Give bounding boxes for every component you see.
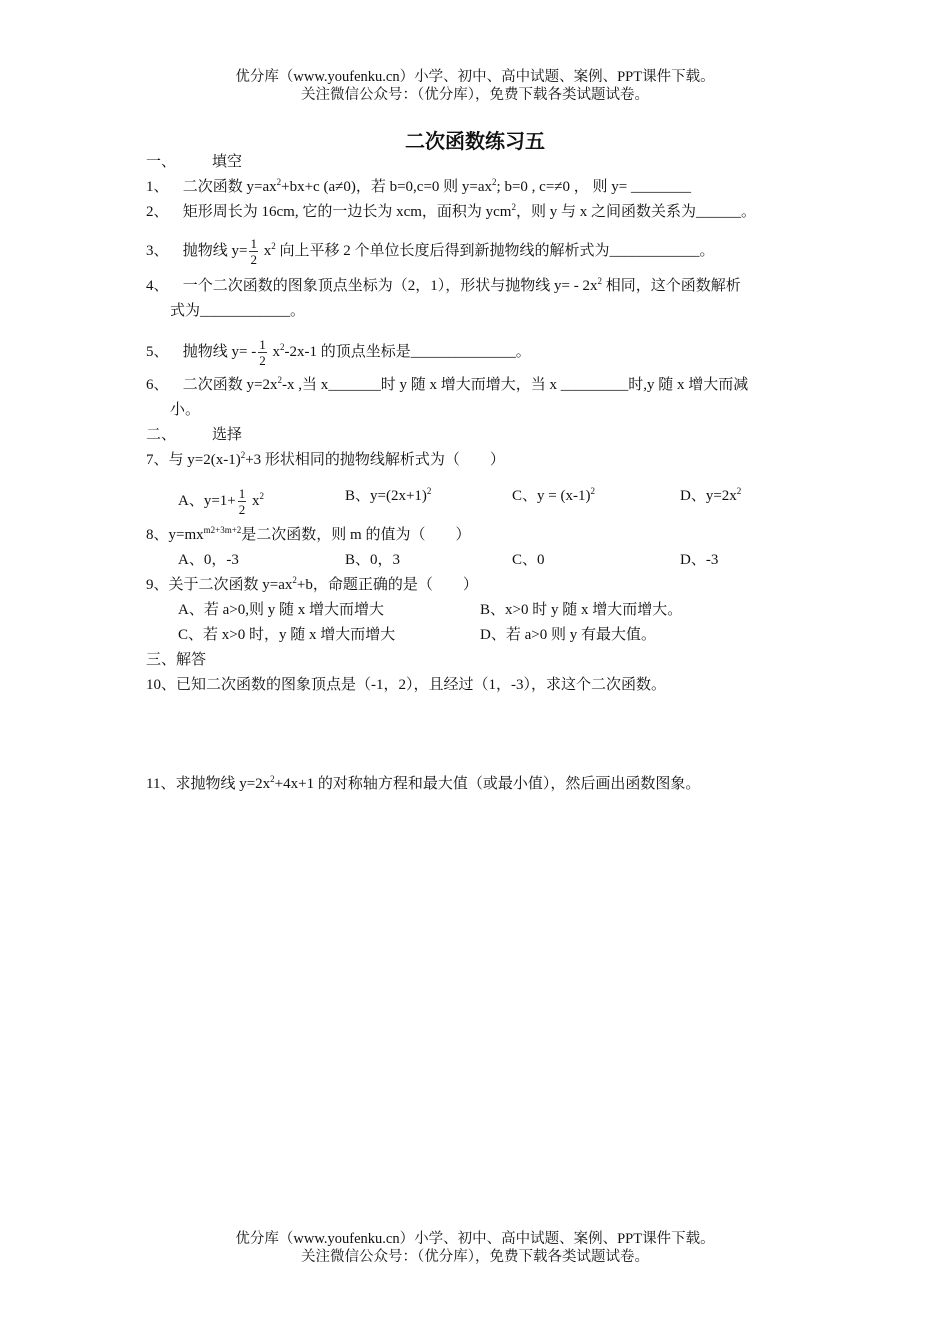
question-6-line-2: 小。 (170, 402, 201, 418)
q7-option-a: A、y=1+ $\frac{1}{2}$ $x^2$ (178, 486, 265, 517)
q8-option-d: D、-3 (680, 552, 719, 568)
question-4-line-2: 式为____________。 (170, 303, 306, 319)
question-number: 1、 (146, 179, 169, 195)
page-footer (0, 1230, 950, 1266)
q7-option-c: C、$y = (x-1)^2$ (512, 486, 595, 504)
q8-option-b: B、0，3 (345, 552, 401, 568)
question-3: 3、 抛物线 y= $\frac{1}{2}$ $x^2$ 向上平移 2 个单位长度后得到新抛物线的解析式为____________。 (146, 236, 715, 267)
section-multiple-choice (146, 425, 242, 445)
section-label: 填空 (212, 154, 243, 170)
question-8: 8、$y=mx^{m2+3m+2}$是二次函数，则 m 的值为（ ） (146, 525, 471, 543)
q9-option-c: C、若 x>0 时，y 随 x 增大而增大 (178, 627, 396, 643)
question-2: 2、 矩形周长为 16cm, 它的一边长为 xcm，面积为 ycm$^2$，则 y 与 x 之间函数关系为______。 (146, 202, 756, 220)
q9-option-b: B、x>0 时 y 随 x 增大而增大。 (480, 602, 683, 618)
footer-line-2: 关注微信公众号：（优分库），免费下载各类试题试卷。 (301, 1249, 649, 1265)
question-5: 5、 抛物线 y= - $\frac{1}{2}$ $x^2-2x-1$ 的顶点坐标是______________。 (146, 337, 531, 368)
question-10: 10、已知二次函数的图象顶点是（-1，2），且经过（1，-3），求这个二次函数。 (146, 677, 666, 693)
question-6: 6、 二次函数 $y=2x^2-x$ ,当 x_______时 y 随 x 增大而增大，当 x _________时,y 随 x 增大而减 (146, 375, 749, 393)
q7-option-b: B、$y=(2x+1)^2$ (345, 486, 432, 504)
page-header (0, 68, 950, 104)
header-line-2: 关注微信公众号：（优分库），免费下载各类试题试卷。 (301, 87, 649, 103)
section-number: 一、 (146, 154, 177, 170)
section-label: 选择 (212, 427, 243, 443)
q8-option-c: C、0 (512, 552, 545, 568)
q9-option-a: A、若 a>0,则 y 随 x 增大而增大 (178, 602, 384, 618)
question-7: 7、与 $y=2(x-1)^2+3$ 形状相同的抛物线解析式为（ ） (146, 450, 505, 468)
footer-line-1: 优分库（www.youfenku.cn）小学、初中、高中试题、案例、PPT课件下载。 (235, 1231, 715, 1247)
question-number: 6、 (146, 377, 169, 393)
fraction: $\frac{1}{2}$ (250, 236, 257, 267)
question-number: 5、 (146, 343, 169, 360)
question-1: 1、 二次函数 $y=ax^2+bx+c$ (a≠0)，若 b=0,c=0 则 $y=ax^2$; b=0 , c=≠0 ， 则 y= ________ (146, 177, 691, 195)
fraction: $\frac{1}{2}$ (259, 337, 266, 368)
section-answer: 三、解答 (146, 652, 207, 668)
question-11: 11、求抛物线 $y=2x^2+4x+1$ 的对称轴方程和最大值（或最小值），然后画出函数图象。 (146, 774, 701, 792)
q9-option-d: D、若 a>0 则 y 有最大值。 (480, 627, 656, 643)
question-number: 3、 (146, 242, 169, 259)
q8-option-a: A、0，-3 (178, 552, 239, 568)
section-number: 二、 (146, 427, 177, 443)
question-9: 9、关于二次函数 $y=ax^2+b$，命题正确的是（ ） (146, 575, 478, 593)
q7-option-d: D、$y=2x^2$ (680, 486, 742, 504)
question-number: 2、 (146, 204, 169, 220)
section-fill-blank (146, 152, 242, 172)
page-title: 二次函数练习五 (405, 129, 545, 153)
header-line-1: 优分库（www.youfenku.cn）小学、初中、高中试题、案例、PPT课件下载。 (235, 69, 715, 85)
fraction: $\frac{1}{2}$ (238, 486, 246, 517)
question-4: 4、 一个二次函数的图象顶点坐标为（2，1），形状与抛物线 $y= - 2x^2$ 相同，这个函数解析 (146, 276, 741, 294)
question-number: 4、 (146, 278, 169, 294)
